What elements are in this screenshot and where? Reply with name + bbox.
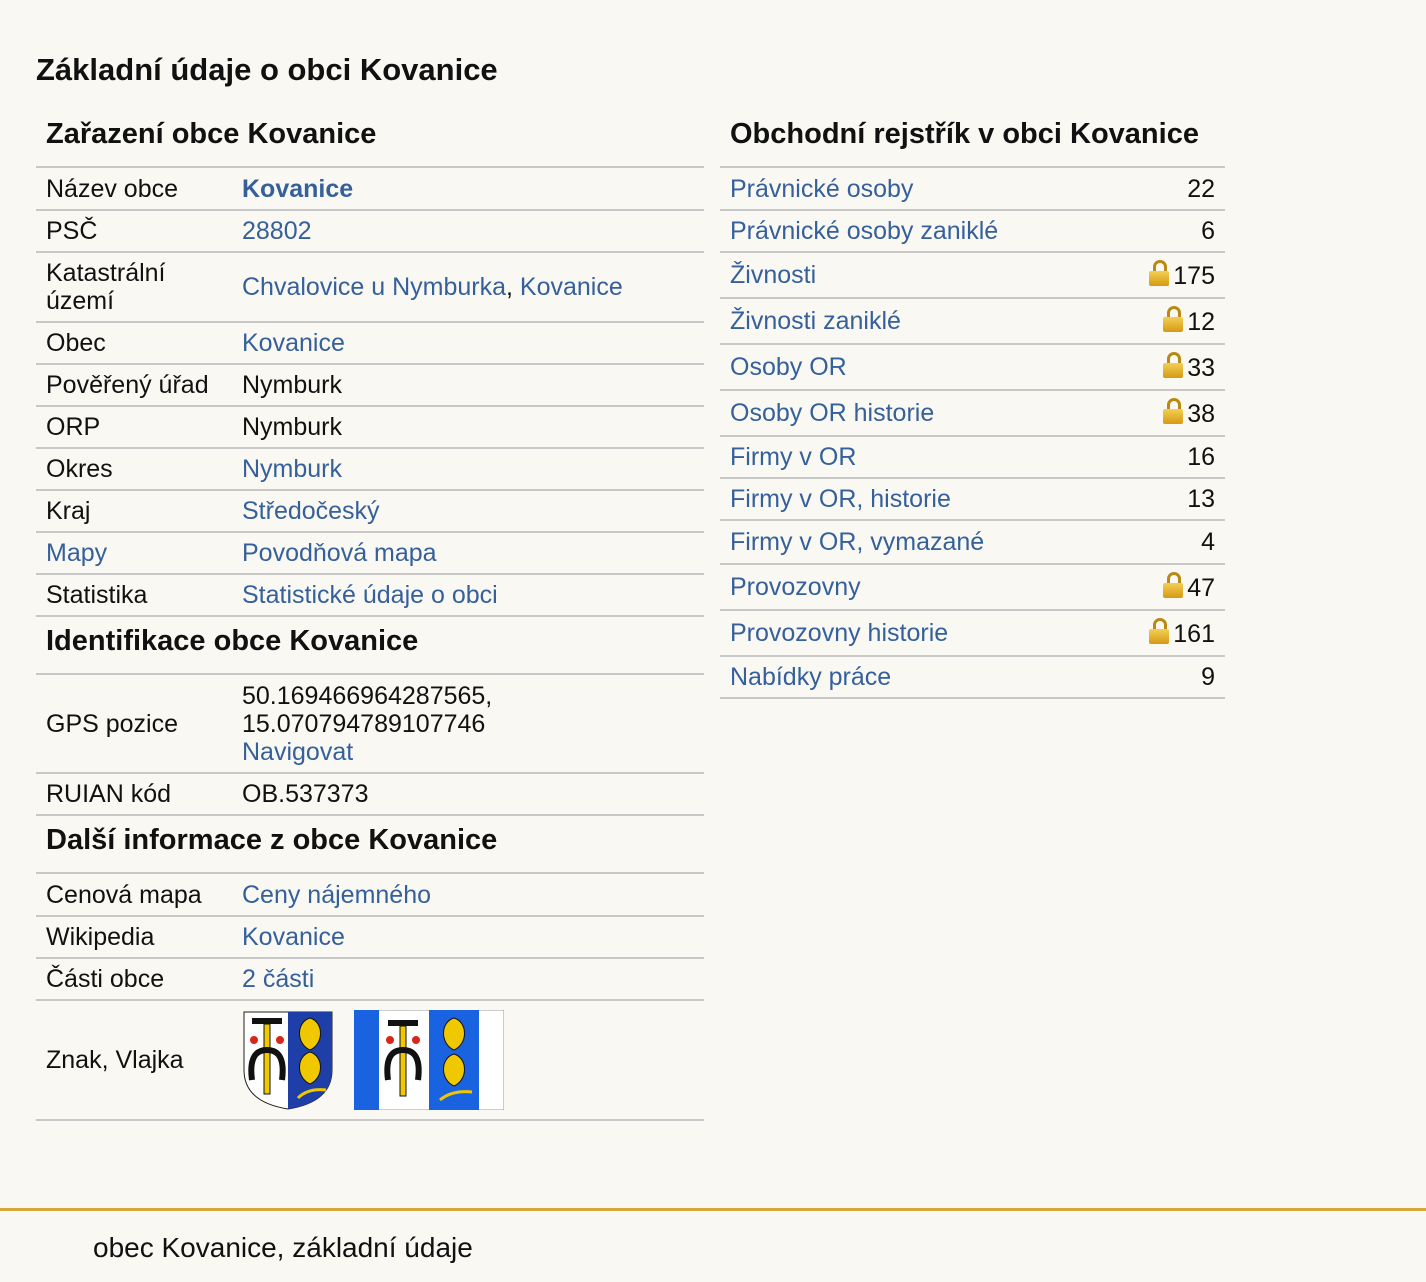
table-row bbox=[720, 610, 1225, 656]
table-row bbox=[36, 958, 704, 1000]
row-label: Kraj bbox=[36, 490, 232, 532]
row-label: Název obce bbox=[36, 168, 232, 210]
row-label: Wikipedia bbox=[36, 916, 232, 958]
row-label: Pověřený úřad bbox=[36, 364, 232, 406]
gps-longitude: 15.070794789107746 bbox=[242, 709, 486, 738]
footer-divider bbox=[0, 1208, 1426, 1211]
right-column bbox=[720, 110, 1225, 699]
table-row bbox=[720, 168, 1225, 210]
padlock-icon bbox=[1149, 260, 1169, 286]
casti-obce-link[interactable]: 2 části bbox=[242, 965, 315, 993]
rejstrik-item-link[interactable]: Nabídky práce bbox=[730, 663, 892, 691]
row-value: Nymburk bbox=[232, 406, 704, 448]
rejstrik-count: 6 bbox=[1201, 217, 1215, 245]
table-row bbox=[720, 564, 1225, 610]
row-label: Části obce bbox=[36, 958, 232, 1000]
rejstrik-count: 4 bbox=[1201, 528, 1215, 556]
table-row bbox=[720, 210, 1225, 252]
table-row bbox=[36, 532, 704, 574]
identifikace-table bbox=[36, 675, 704, 816]
rejstrik-count: 9 bbox=[1201, 663, 1215, 691]
table-row bbox=[36, 490, 704, 532]
rejstrik-count: 175 bbox=[1173, 262, 1215, 290]
section-dalsi-heading: Další informace z obce Kovanice bbox=[36, 816, 704, 874]
table-row bbox=[36, 406, 704, 448]
rejstrik-item-link[interactable]: Osoby OR historie bbox=[730, 399, 935, 427]
rejstrik-item-link[interactable]: Firmy v OR, vymazané bbox=[730, 528, 985, 556]
gps-latitude: 50.169466964287565, bbox=[242, 681, 493, 710]
section-zarazeni-heading: Zařazení obce Kovanice bbox=[36, 110, 704, 168]
row-label: PSČ bbox=[36, 210, 232, 252]
flag-image[interactable] bbox=[354, 1010, 504, 1110]
table-row bbox=[720, 656, 1225, 698]
row-value: Nymburk bbox=[232, 364, 704, 406]
page-title: Základní údaje o obci Kovanice bbox=[36, 52, 498, 87]
padlock-icon bbox=[1163, 572, 1183, 598]
section-rejstrik-heading: Obchodní rejstřík v obci Kovanice bbox=[720, 110, 1225, 168]
rejstrik-count: 12 bbox=[1187, 308, 1215, 336]
table-row bbox=[36, 322, 704, 364]
rejstrik-item-link[interactable]: Provozovny historie bbox=[730, 619, 949, 647]
table-row bbox=[36, 168, 704, 210]
rejstrik-item-link[interactable]: Firmy v OR bbox=[730, 443, 857, 471]
okres-link[interactable]: Nymburk bbox=[242, 455, 343, 483]
row-label: Znak, Vlajka bbox=[36, 1000, 232, 1120]
table-row bbox=[720, 520, 1225, 564]
table-row bbox=[36, 773, 704, 815]
row-label: Okres bbox=[36, 448, 232, 490]
table-row bbox=[36, 364, 704, 406]
separator: , bbox=[506, 273, 513, 301]
table-row bbox=[720, 344, 1225, 390]
rejstrik-count: 22 bbox=[1187, 174, 1215, 203]
table-row bbox=[720, 436, 1225, 478]
table-row bbox=[720, 478, 1225, 520]
table-row bbox=[36, 874, 704, 916]
katastr-link-chvalovice[interactable]: Chvalovice u Nymburka bbox=[242, 273, 506, 301]
table-row bbox=[36, 1000, 704, 1120]
table-row bbox=[720, 390, 1225, 436]
table-row bbox=[720, 252, 1225, 298]
rejstrik-item-link[interactable]: Živnosti zaniklé bbox=[730, 307, 901, 335]
obec-name-link[interactable]: Kovanice bbox=[242, 174, 354, 203]
padlock-icon bbox=[1163, 352, 1183, 378]
navigovat-link[interactable]: Navigovat bbox=[242, 737, 354, 766]
ceny-najemneho-link[interactable]: Ceny nájemného bbox=[242, 880, 432, 909]
obec-link[interactable]: Kovanice bbox=[242, 329, 345, 357]
zarazeni-table bbox=[36, 168, 704, 617]
table-row bbox=[36, 916, 704, 958]
row-label: Katastrální území bbox=[36, 252, 232, 322]
row-label: Obec bbox=[36, 322, 232, 364]
padlock-icon bbox=[1149, 618, 1169, 644]
rejstrik-item-link[interactable]: Firmy v OR, historie bbox=[730, 485, 951, 513]
table-row bbox=[720, 298, 1225, 344]
row-label: RUIAN kód bbox=[36, 773, 232, 815]
rejstrik-count: 161 bbox=[1173, 620, 1215, 648]
table-row bbox=[36, 252, 704, 322]
kraj-link[interactable]: Středočeský bbox=[242, 497, 380, 525]
mapy-link[interactable]: Mapy bbox=[46, 539, 108, 567]
coat-of-arms-image[interactable] bbox=[242, 1010, 334, 1110]
row-label: Statistika bbox=[36, 574, 232, 616]
padlock-icon bbox=[1163, 306, 1183, 332]
footer-text: obec Kovanice, základní údaje bbox=[93, 1232, 473, 1263]
rejstrik-count: 47 bbox=[1187, 574, 1215, 602]
rejstrik-item-link[interactable]: Provozovny bbox=[730, 573, 861, 601]
rejstrik-item-link[interactable]: Právnické osoby zaniklé bbox=[730, 217, 999, 245]
wikipedia-link[interactable]: Kovanice bbox=[242, 923, 345, 951]
left-column bbox=[36, 110, 704, 1121]
rejstrik-item-link[interactable]: Právnické osoby bbox=[730, 174, 914, 203]
katastr-link-kovanice[interactable]: Kovanice bbox=[519, 273, 623, 301]
psc-link[interactable]: 28802 bbox=[242, 217, 312, 245]
rejstrik-item-link[interactable]: Živnosti bbox=[730, 261, 817, 289]
rejstrik-count: 33 bbox=[1187, 354, 1215, 382]
dalsi-table bbox=[36, 874, 704, 1121]
ruian-value: OB.537373 bbox=[232, 773, 704, 815]
padlock-icon bbox=[1163, 398, 1183, 424]
rejstrik-count: 13 bbox=[1187, 485, 1215, 513]
statistika-link[interactable]: Statistické údaje o obci bbox=[242, 581, 498, 609]
povodnova-mapa-link[interactable]: Povodňová mapa bbox=[242, 539, 437, 567]
table-row bbox=[36, 675, 704, 773]
rejstrik-item-link[interactable]: Osoby OR bbox=[730, 353, 847, 381]
rejstrik-table bbox=[720, 168, 1225, 699]
row-label: ORP bbox=[36, 406, 232, 448]
rejstrik-count: 38 bbox=[1187, 400, 1215, 428]
section-identifikace-heading: Identifikace obce Kovanice bbox=[36, 617, 704, 675]
row-label: Cenová mapa bbox=[36, 874, 232, 916]
table-row bbox=[36, 448, 704, 490]
table-row bbox=[36, 574, 704, 616]
table-row bbox=[36, 210, 704, 252]
row-label: GPS pozice bbox=[36, 675, 232, 773]
rejstrik-count: 16 bbox=[1187, 443, 1215, 471]
